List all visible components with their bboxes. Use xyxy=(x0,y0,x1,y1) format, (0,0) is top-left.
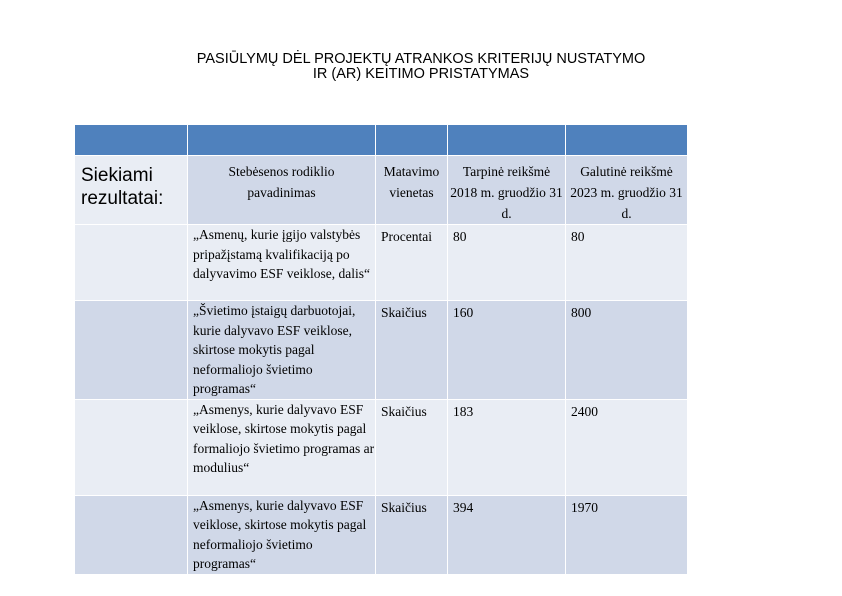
title-line-2: IR (AR) KEITIMO PRISTATYMAS xyxy=(312,66,530,82)
header-cell xyxy=(448,125,566,156)
table-row xyxy=(75,495,688,574)
interim-value: 183 xyxy=(448,399,566,495)
indicator-name: „Asmenys, kurie dalyvavo ESF veiklose, skirtose mokytis pagal neformaliojo švietimo programas“ xyxy=(188,495,376,574)
label-cell xyxy=(75,225,188,301)
label-cell xyxy=(75,495,188,574)
col-heading-final: Galutinė reikšmė 2023 m. gruodžio 31 d. xyxy=(566,156,688,225)
col-heading-interim: Tarpinė reikšmė 2018 m. gruodžio 31 d. xyxy=(448,156,566,225)
header-cell xyxy=(376,125,448,156)
indicator-name: „Asmenų, kurie įgijo valstybės pripažįstamą kvalifikaciją po dalyvavimo ESF veiklose, dalis“ xyxy=(188,225,376,301)
table-header-band xyxy=(75,125,688,156)
indicator-name: „Švietimo įstaigų darbuotojai, kurie dalyvavo ESF veiklose, skirtose mokytis pagal neformaliojo švietimo programas“ xyxy=(188,301,376,400)
title-line-1: PASIŪLYMŲ DĖL PROJEKTŲ ATRANKOS KRITERIJŲ NUSTATYMO xyxy=(196,51,646,67)
unit-cell: Skaičius xyxy=(376,495,448,574)
indicators-table xyxy=(74,124,688,575)
final-value: 800 xyxy=(566,301,688,400)
header-cell xyxy=(566,125,688,156)
table-row xyxy=(75,225,688,301)
col-heading-unit: Matavimo vienetas xyxy=(376,156,448,225)
header-cell xyxy=(75,125,188,156)
final-value: 2400 xyxy=(566,399,688,495)
final-value: 1970 xyxy=(566,495,688,574)
final-value: 80 xyxy=(566,225,688,301)
unit-cell: Procentai xyxy=(376,225,448,301)
col-heading-indicator: Stebėsenos rodiklio pavadinimas xyxy=(188,156,376,225)
column-headings-row xyxy=(75,156,688,225)
unit-cell: Skaičius xyxy=(376,399,448,495)
unit-cell: Skaičius xyxy=(376,301,448,400)
table-row xyxy=(75,399,688,495)
results-label: Siekiami rezultatai: xyxy=(75,156,188,225)
indicator-name: „Asmenys, kurie dalyvavo ESF veiklose, skirtose mokytis pagal formaliojo švietimo programas ar modulius“ xyxy=(188,399,376,495)
page-title xyxy=(0,52,842,82)
interim-value: 394 xyxy=(448,495,566,574)
interim-value: 160 xyxy=(448,301,566,400)
header-cell xyxy=(188,125,376,156)
label-cell xyxy=(75,399,188,495)
label-cell xyxy=(75,301,188,400)
table-row xyxy=(75,301,688,400)
interim-value: 80 xyxy=(448,225,566,301)
